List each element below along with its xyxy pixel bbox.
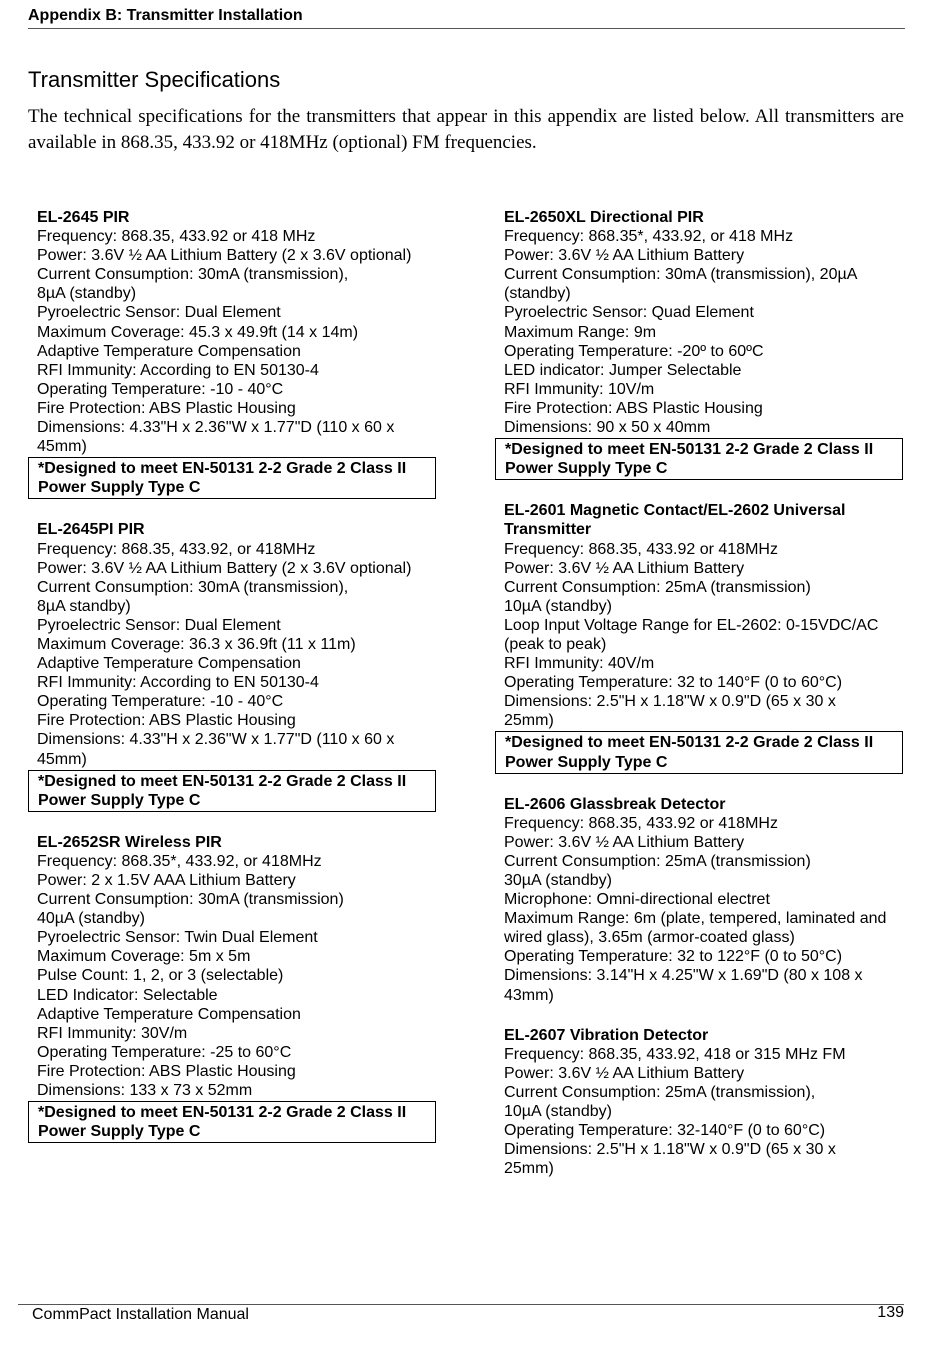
spec-line: Operating Temperature: 32 to 140°F (0 to 60°C) bbox=[504, 674, 843, 692]
spec-line: LED Indicator: Selectable bbox=[37, 986, 218, 1004]
spec-line: Current Consumption: 25mA (transmission) bbox=[504, 578, 811, 596]
intro-paragraph: The technical specifications for the transmitters that appear in this appendix are listed below. All transmitters are available in 868.35, 433.92 or 418MHz (optional) FM frequencies. bbox=[28, 106, 904, 153]
spec-line: Frequency: 868.35, 433.92 or 418MHz bbox=[504, 814, 778, 832]
spec-line: Pyroelectric Sensor: Quad Element bbox=[504, 304, 754, 322]
compliance-note-line: *Designed to meet EN-50131 2-2 Grade 2 Class II bbox=[38, 1104, 407, 1122]
spec-line: Power: 3.6V ½ AA Lithium Battery bbox=[504, 247, 745, 265]
spec-line: 10µA (standby) bbox=[504, 597, 612, 615]
spec-title: EL-2606 Glassbreak Detector bbox=[504, 795, 726, 813]
spec-line: 40µA (standby) bbox=[37, 910, 145, 928]
spec-block bbox=[495, 501, 903, 773]
running-header: Appendix B: Transmitter Installation bbox=[28, 6, 905, 29]
compliance-note-box bbox=[28, 1101, 436, 1143]
compliance-note-line: Power Supply Type C bbox=[38, 479, 201, 497]
spec-line: Current Consumption: 30mA (transmission), 20µA bbox=[504, 266, 858, 284]
spec-line: Fire Protection: ABS Plastic Housing bbox=[37, 712, 296, 730]
footer-manual-name: CommPact Installation Manual bbox=[32, 1306, 249, 1323]
spec-line: Adaptive Temperature Compensation bbox=[37, 1005, 301, 1023]
spec-line: Power: 3.6V ½ AA Lithium Battery (2 x 3.6V optional) bbox=[37, 559, 412, 577]
spec-block bbox=[28, 833, 436, 1144]
spec-title: EL-2650XL Directional PIR bbox=[504, 209, 704, 226]
spec-line: 8µA standby) bbox=[37, 597, 131, 615]
spec-line: (standby) bbox=[504, 285, 571, 303]
spec-line: (peak to peak) bbox=[504, 635, 607, 653]
spec-line: Power: 3.6V ½ AA Lithium Battery (2 x 3.6V optional) bbox=[37, 247, 412, 265]
spec-line: Power: 2 x 1.5V AAA Lithium Battery bbox=[37, 872, 296, 889]
spec-line: Frequency: 868.35*, 433.92, or 418 MHz bbox=[504, 228, 794, 246]
spec-line: Operating Temperature: -25 to 60°C bbox=[37, 1043, 292, 1061]
spec-line: Operating Temperature: -10 - 40°C bbox=[37, 380, 284, 398]
spec-line: Dimensions: 3.14"H x 4.25"W x 1.69"D (80 x 108 x bbox=[504, 967, 863, 985]
spec-title: EL-2607 Vibration Detector bbox=[504, 1026, 709, 1044]
spec-line: Frequency: 868.35*, 433.92, or 418MHz bbox=[37, 852, 322, 870]
spec-line: 25mm) bbox=[504, 1160, 554, 1178]
spec-block bbox=[495, 208, 903, 480]
spec-line: Dimensions: 90 x 50 x 40mm bbox=[504, 419, 711, 437]
spec-title: EL-2645 PIR bbox=[37, 209, 130, 226]
spec-line: Operating Temperature: 32-140°F (0 to 60°C) bbox=[504, 1122, 826, 1140]
spec-line: Loop Input Voltage Range for EL-2602: 0-15VDC/AC bbox=[504, 616, 879, 634]
spec-line: Current Consumption: 25mA (transmission), bbox=[504, 1083, 816, 1101]
spec-line: Frequency: 868.35, 433.92 or 418 MHz bbox=[37, 228, 316, 246]
spec-line: Power: 3.6V ½ AA Lithium Battery bbox=[504, 559, 745, 577]
spec-title: EL-2601 Magnetic Contact/EL-2602 Universal Transmitter bbox=[504, 502, 846, 539]
spec-line: Maximum Coverage: 45.3 x 49.9ft (14 x 14m) bbox=[37, 323, 359, 341]
compliance-note-line: *Designed to meet EN-50131 2-2 Grade 2 Class II bbox=[38, 772, 407, 790]
spec-block bbox=[28, 520, 436, 811]
spec-block bbox=[495, 795, 903, 1005]
spec-line: Maximum Range: 6m (plate, tempered, laminated and bbox=[504, 910, 887, 928]
spec-line: Operating Temperature: -10 - 40°C bbox=[37, 693, 284, 711]
spec-line: RFI Immunity: According to EN 50130-4 bbox=[37, 674, 319, 692]
footer-page-number: 139 bbox=[877, 1304, 904, 1321]
spec-line: Maximum Range: 9m bbox=[504, 323, 657, 341]
compliance-note-box bbox=[495, 438, 903, 480]
spec-line: Current Consumption: 30mA (transmission), bbox=[37, 578, 349, 596]
spec-block bbox=[495, 1026, 903, 1179]
compliance-note-line: Power Supply Type C bbox=[505, 753, 668, 771]
compliance-note-line: *Designed to meet EN-50131 2-2 Grade 2 Class II bbox=[505, 734, 874, 752]
spec-line: Adaptive Temperature Compensation bbox=[37, 342, 301, 360]
spec-line: Pyroelectric Sensor: Dual Element bbox=[37, 304, 281, 322]
compliance-note-box bbox=[28, 770, 436, 812]
spec-block bbox=[28, 208, 436, 499]
spec-line: RFI Immunity: 10V/m bbox=[504, 380, 655, 398]
spec-title: EL-2652SR Wireless PIR bbox=[37, 833, 222, 851]
spec-line: Dimensions: 2.5"H x 1.18"W x 0.9"D (65 x 30 x bbox=[504, 693, 836, 711]
spec-line: RFI Immunity: 40V/m bbox=[504, 655, 655, 673]
left-spec-column bbox=[28, 208, 436, 1164]
spec-line: 45mm) bbox=[37, 750, 87, 768]
spec-line: LED indicator: Jumper Selectable bbox=[504, 361, 742, 379]
spec-line: 10µA (standby) bbox=[504, 1103, 612, 1121]
spec-line: Current Consumption: 30mA (transmission), bbox=[37, 266, 349, 284]
right-spec-column bbox=[495, 208, 903, 1199]
spec-line: 8µA (standby) bbox=[37, 285, 137, 303]
spec-line: Current Consumption: 30mA (transmission) bbox=[37, 891, 344, 909]
spec-line: Fire Protection: ABS Plastic Housing bbox=[504, 399, 763, 417]
spec-line: Power: 3.6V ½ AA Lithium Battery bbox=[504, 833, 745, 851]
spec-line: Frequency: 868.35, 433.92 or 418MHz bbox=[504, 540, 778, 558]
spec-line: RFI Immunity: According to EN 50130-4 bbox=[37, 361, 319, 379]
spec-line: Frequency: 868.35, 433.92, or 418MHz bbox=[37, 540, 316, 558]
spec-line: Pyroelectric Sensor: Twin Dual Element bbox=[37, 929, 318, 947]
spec-title: EL-2645PI PIR bbox=[37, 521, 145, 539]
spec-line: Dimensions: 4.33"H x 2.36"W x 1.77"D (110 x 60 x bbox=[37, 419, 395, 437]
spec-line: Fire Protection: ABS Plastic Housing bbox=[37, 399, 296, 417]
compliance-note-box bbox=[28, 457, 436, 499]
spec-line: Current Consumption: 25mA (transmission) bbox=[504, 852, 811, 870]
spec-line: Operating Temperature: 32 to 122°F (0 to 50°C) bbox=[504, 948, 843, 966]
spec-line: Power: 3.6V ½ AA Lithium Battery bbox=[504, 1064, 745, 1082]
compliance-note-box bbox=[495, 731, 903, 773]
spec-line: Maximum Coverage: 5m x 5m bbox=[37, 948, 251, 966]
spec-line: RFI Immunity: 30V/m bbox=[37, 1024, 188, 1042]
compliance-note-line: *Designed to meet EN-50131 2-2 Grade 2 Class II bbox=[38, 460, 407, 478]
compliance-note-line: Power Supply Type C bbox=[38, 1123, 201, 1141]
page-title: Transmitter Specifications bbox=[28, 67, 281, 92]
compliance-note-line: Power Supply Type C bbox=[505, 460, 668, 478]
spec-line: Microphone: Omni-directional electret bbox=[504, 891, 770, 909]
spec-line: Dimensions: 133 x 73 x 52mm bbox=[37, 1082, 253, 1100]
spec-line: 25mm) bbox=[504, 712, 554, 730]
spec-line: 43mm) bbox=[504, 986, 554, 1004]
spec-line: Fire Protection: ABS Plastic Housing bbox=[37, 1062, 296, 1080]
page-footer bbox=[18, 1304, 904, 1323]
spec-line: Frequency: 868.35, 433.92, 418 or 315 MHz FM bbox=[504, 1045, 846, 1063]
compliance-note-line: *Designed to meet EN-50131 2-2 Grade 2 Class II bbox=[505, 441, 874, 459]
spec-line: Maximum Coverage: 36.3 x 36.9ft (11 x 11m) bbox=[37, 635, 356, 653]
spec-line: Pulse Count: 1, 2, or 3 (selectable) bbox=[37, 967, 284, 985]
spec-line: 30µA (standby) bbox=[504, 872, 612, 889]
spec-line: Adaptive Temperature Compensation bbox=[37, 655, 301, 673]
spec-line: Dimensions: 4.33"H x 2.36"W x 1.77"D (110 x 60 x bbox=[37, 731, 395, 749]
compliance-note-line: Power Supply Type C bbox=[38, 791, 201, 809]
spec-line: Operating Temperature: -20º to 60ºC bbox=[504, 342, 764, 360]
spec-line: Dimensions: 2.5"H x 1.18"W x 0.9"D (65 x 30 x bbox=[504, 1141, 836, 1159]
spec-line: 45mm) bbox=[37, 438, 87, 456]
spec-line: wired glass), 3.65m (armor-coated glass) bbox=[504, 929, 795, 947]
spec-line: Pyroelectric Sensor: Dual Element bbox=[37, 616, 281, 634]
